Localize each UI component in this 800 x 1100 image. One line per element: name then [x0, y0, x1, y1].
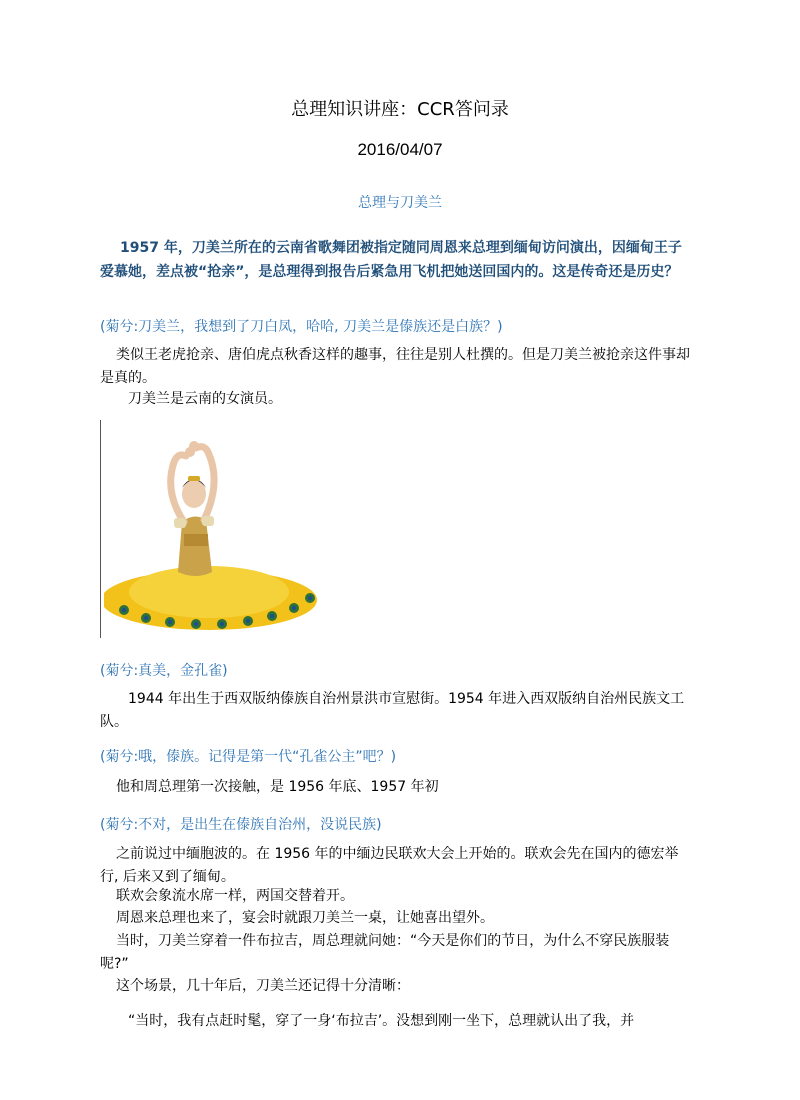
paragraph-10: “当时，我有点赶时髦，穿了一身‘布拉吉’。没想到刚一坐下，总理就认出了我，并 [128, 1013, 635, 1029]
comment-note-2: (菊兮:真美，金孔雀) [100, 663, 228, 679]
paragraph-5: 之前说过中缅胞波的。在 1956 年的中缅边民联欢大会上开始的。联欢会先在国内的德宏举行, 后来又到了缅甸。 [100, 846, 679, 885]
document-title: 总理知识讲座：CCR答问录 [291, 99, 509, 120]
paragraph-9: 这个场景，几十年后，刀美兰还记得十分清晰： [116, 978, 410, 994]
document-date: 2016/04/07 [357, 140, 443, 159]
paragraph-7: 周恩来总理也来了，宴会时就跟刀美兰一桌，让她喜出望外。 [116, 910, 494, 926]
paragraph-6: 联欢会象流水席一样，两国交替着开。 [116, 888, 354, 904]
paragraph-2: 刀美兰是云南的女演员。 [128, 391, 282, 407]
comment-note-3: (菊兮:哦，傣族。记得是第一代“孔雀公主”吧？) [100, 749, 397, 765]
paragraph-1: 类似王老虎抢亲、唐伯虎点秋香这样的趣事，往往是别人杜撰的。但是刀美兰被抢亲这件事却是真的。 [100, 347, 690, 386]
paragraph-3: 1944 年出生于西双版纳傣族自治州景洪市宣慰街。1954 年进入西双版纳自治州民族文工队。 [100, 691, 685, 730]
image-border-line [100, 420, 101, 638]
paragraph-8: 当时，刀美兰穿着一件布拉吉，周总理就问她：“今天是你们的节日，为什么不穿民族服装呢?” [100, 933, 670, 972]
section-title: 总理与刀美兰 [358, 195, 442, 211]
comment-note-4: (菊兮:不对，是出生在傣族自治州，没说民族) [100, 817, 382, 833]
paragraph-4: 他和周总理第一次接触，是 1956 年底、1957 年初 [116, 779, 439, 795]
dancer-photo [104, 422, 324, 632]
comment-note-1: (菊兮:刀美兰，我想到了刀白凤，哈哈, 刀美兰是傣族还是白族？) [100, 319, 503, 335]
lead-question: 1957 年，刀美兰所在的云南省歌舞团被指定随同周恩来总理到缅甸访问演出，因缅甸王子爱慕她，差点被“抢亲”，是总理得到报告后紧急用飞机把她送回国内的。这是传奇还是历史？ [100, 240, 682, 280]
